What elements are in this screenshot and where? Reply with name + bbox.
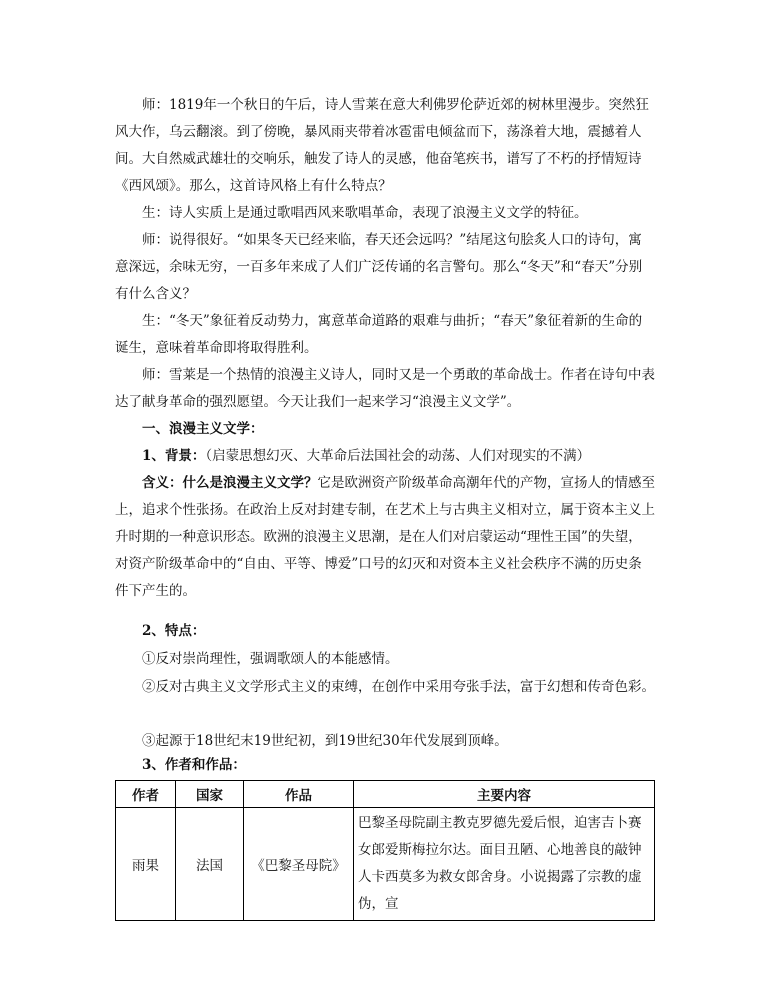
feature-item: ③起源于18世纪末19世纪初，到19世纪30年代发展到顶峰。 <box>142 733 508 749</box>
paragraph-student-answer-2: 生：“冬天”象征着反动势力，寓意革命道路的艰难与曲折；“春天”象征着新的生命的诞生，意味着革命即将取得胜利。 <box>115 313 643 356</box>
paragraph-teacher-conclusion: 师：雪莱是一个热情的浪漫主义诗人，同时又是一个勇敢的革命战士。作者在诗句中表达了献身革命的强烈愿望。今天让我们一起来学习“浪漫主义文学”。 <box>115 367 655 410</box>
header-author: 作者 <box>116 781 176 808</box>
paragraph-teacher-intro: 师：1819年一个秋日的午后，诗人雪莱在意大利佛罗伦萨近郊的树林里漫步。突然狂风大作，乌云翻滚。到了傍晚，暴风雨夹带着冰雹雷电倾盆而下，荡涤着大地，震撼着人间。大自然威武雄壮的交响乐，触发了诗人的灵感，他奋笔疾书，谱写了不朽的抒情短诗《西风颂》。那么，这首诗风格上有什么特点？ <box>115 97 649 194</box>
cell-country: 法国 <box>176 808 244 921</box>
cell-work: 《巴黎圣母院》 <box>244 808 354 921</box>
cell-content: 巴黎圣母院副主教克罗德先爱后恨，迫害吉卜赛女郎爱斯梅拉尔达。面目丑陋、心地善良的敲钟人卡西莫多为救女郎舍身。小说揭露了宗教的虚伪，宣 <box>354 808 655 921</box>
features-heading: 2、特点： <box>142 623 206 639</box>
feature-item: ①反对崇尚理性，强调歌颂人的本能感情。 <box>142 651 399 667</box>
paragraph-teacher-question: 师：说得很好。“如果冬天已经来临，春天还会远吗？”结尾这句脍炙人口的诗句，寓意深远，余味无穷，一百多年来成了人们广泛传诵的名言警句。那么“冬天”和“春天”分别有什么含义？ <box>115 232 643 302</box>
table-header-row <box>116 781 655 808</box>
works-heading: 3、作者和作品： <box>142 757 246 773</box>
background-label: 1、背景： <box>142 448 206 464</box>
meaning-label: 含义：什么是浪漫主义文学？ <box>142 475 318 491</box>
header-country: 国家 <box>176 781 244 808</box>
header-content: 主要内容 <box>354 781 655 808</box>
background-line <box>115 443 655 470</box>
meaning-paragraph <box>115 470 655 605</box>
header-work: 作品 <box>244 781 354 808</box>
works-table <box>115 780 655 921</box>
feature-item: ②反对古典主义文学形式主义的束缚，在创作中采用夸张手法，富于幻想和传奇色彩。 <box>142 679 655 695</box>
paragraph-student-answer-1: 生：诗人实质上是通过歌唱西风来歌唱革命，表现了浪漫主义文学的特征。 <box>142 205 588 221</box>
section-heading-romanticism: 一、浪漫主义文学： <box>142 421 264 437</box>
cell-author: 雨果 <box>116 808 176 921</box>
meaning-text: 它是欧洲资产阶级革命高潮年代的产物，宣扬人的情感至上，追求个性张扬。在政治上反对封建专制，在艺术上与古典主义相对立，属于资本主义上升时期的一种意识形态。欧洲的浪漫主义思潮，是在人们对启蒙运动“理性王国”的失望，对资产阶级革命中的“自由、平等、博爱”口号的幻灭和对资本主义社会秩序不满的历史条件下产生的。 <box>115 475 655 599</box>
table-row <box>116 808 655 921</box>
background-text: （启蒙思想幻灭、大革命后法国社会的动荡、人们对现实的不满） <box>205 448 591 464</box>
